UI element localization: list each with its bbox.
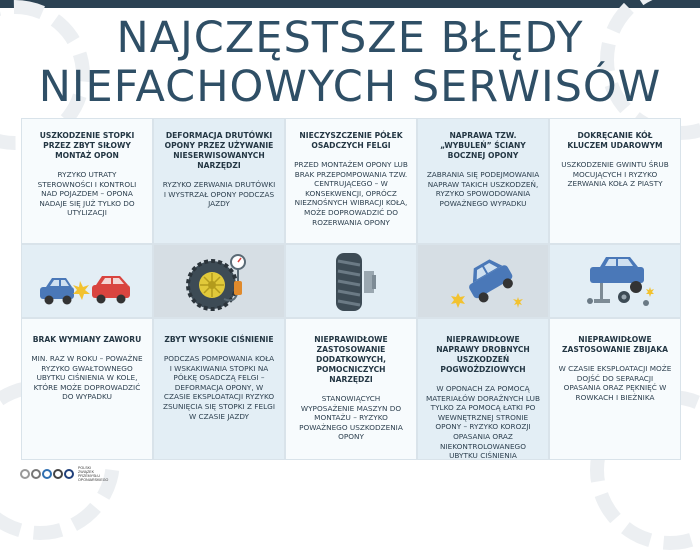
icon-cell	[285, 244, 417, 318]
card-top	[549, 118, 681, 244]
card-top	[21, 118, 153, 244]
card-bottom	[285, 318, 417, 460]
logo-ring-icon	[20, 469, 30, 479]
title-line-2: NIEFACHOWYCH SERWISÓW	[38, 62, 662, 112]
card-heading: USZKODZENIE STOPKI PRZEZ ZBYT SIŁOWY MONTAŻ OPON	[39, 131, 135, 160]
card-heading: NIECZYSZCZENIE PÓŁEK OSADCZYCH FELGI	[299, 131, 403, 150]
card-text: MIN. RAZ W ROKU – POWAŻNE RYZYKO GWAŁTOWNEGO UBYTKU CIŚNIENIA W KOLE, KTÓRE MOŻE DOPROWADZIĆ DO WYPADKU	[31, 354, 143, 402]
card-heading: NIEPRAWIDŁOWE NAPRAWY DROBNYCH USZKODZEŃ POGWOŹDZIOWYCH	[436, 335, 530, 374]
card-top	[417, 118, 549, 244]
logo-ring-icon	[42, 469, 52, 479]
top-bar	[0, 0, 700, 8]
car-crash-icon	[22, 245, 152, 317]
card-heading: ZBYT WYSOKIE CIŚNIENIE	[164, 335, 274, 344]
card-bottom	[21, 318, 153, 460]
column-3	[285, 118, 417, 460]
card-top	[153, 118, 285, 244]
logo-ring-icon	[53, 469, 63, 479]
logo-word: PRZEMYSŁU	[78, 474, 100, 478]
column-1	[21, 118, 153, 460]
card-text: STANOWIĄCYCH WYPOSAŻENIE MASZYN DO MONTAŻU – RYZYKO POWAŻNEGO USZKODZENIA OPONY	[299, 394, 403, 442]
logo-word: ZWIĄZEK	[78, 470, 94, 474]
card-text: PODCZAS POMPOWANIA KOŁA I WSKAKIWANIA STOPKI NA PÓŁKĘ OSADCZĄ FELGI – DEFORMACJA OPONY, W CZASIE EKSPLOATACJI RYZYKO ZSUNIĘCIA SIĘ STOPKI Z FELGI W CZASIE JAZDY	[163, 354, 275, 421]
lifted-car-icon	[550, 245, 680, 317]
logo-text	[78, 466, 108, 482]
card-text: PRZED MONTAŻEM OPONY LUB BRAK PRZEPOMPOWANIA TZW. CENTRUJĄCEGO – W KONSEKWENCJI, OPRÓCZ NIEZNOŚNYCH WIBRACJI KOŁA, MOŻE DOPROWADZIĆ DO ROZERWANIA OPONY	[294, 160, 408, 227]
card-heading: DEFORMACJA DRUTÓWKI OPONY PRZEZ UŻYWANIE NIESERWISOWANYCH NARZĘDZI	[164, 131, 274, 170]
icon-cell	[21, 244, 153, 318]
icon-cell	[153, 244, 285, 318]
card-bottom	[549, 318, 681, 460]
column-2	[153, 118, 285, 460]
overturned-car-icon	[418, 245, 548, 317]
tire-icon	[286, 245, 416, 317]
card-text: W CZASIE EKSPLOATACJI MOŻE DOJŚĆ DO SEPARACJI OPASANIA ORAZ PĘKNIĘĆ W ROWKACH I BIEŻNIKA	[558, 364, 672, 402]
icon-cell	[549, 244, 681, 318]
logo-word: OPONIARSKIEGO	[78, 478, 109, 482]
card-bottom	[417, 318, 549, 460]
title-line-1: NAJCZĘSTSZE BŁĘDY	[116, 13, 584, 63]
card-bottom	[153, 318, 285, 460]
card-heading: DOKRĘCANIE KÓŁ KLUCZEM UDAROWYM	[567, 131, 663, 150]
card-heading: NAPRAWA TZW. „WYBULEŃ” ŚCIANY BOCZNEJ OPONY	[440, 131, 526, 160]
pressure-gauge-icon	[154, 245, 284, 317]
card-text: RYZYKO UTRATY STEROWNOŚCI I KONTROLI NAD POJAZDEM – OPONA NADAJE SIĘ JUŻ TYLKO DO UTYLIZACJI	[37, 170, 137, 218]
logo-word: POLSKI	[78, 466, 91, 470]
icon-cell	[417, 244, 549, 318]
card-top	[285, 118, 417, 244]
column-5	[549, 118, 681, 460]
column-4	[417, 118, 549, 460]
organization-logo	[20, 464, 108, 484]
card-heading: NIEPRAWIDŁOWE ZASTOSOWANIE ZBIJAKA	[562, 335, 668, 354]
page-title	[0, 14, 700, 112]
errors-grid	[21, 118, 681, 460]
card-heading: BRAK WYMIANY ZAWORU	[32, 335, 142, 344]
logo-ring-icon	[64, 469, 74, 479]
card-text: ZABRANIA SIĘ PODEJMOWANIA NAPRAW TAKICH USZKODZEŃ, RYZYKO SPOWODOWANIA POWAŻNEGO WYPADKU	[426, 170, 540, 208]
card-text: W OPONACH ZA POMOCĄ MATERIAŁÓW DORAŹNYCH LUB TYLKO ZA POMOCĄ ŁATKI PO WEWNĘTRZNEJ STRONIE OPONY – RYZYKO KOROZJI OPASANIA ORAZ NIEKONTROLOWANEGO UBYTKU CIŚNIENIA	[426, 384, 540, 461]
card-text: RYZYKO ZERWANIA DRUTÓWKI I WYSTRZAŁ OPONY PODCZAS JAZDY	[162, 180, 276, 209]
card-text: USZKODZENIE GWINTU ŚRUB MOCUJĄCYCH I RYZYKO ZERWANIA KOŁA Z PIASTY	[561, 160, 669, 189]
logo-ring-icon	[31, 469, 41, 479]
card-heading: NIEPRAWIDŁOWE ZASTOSOWANIE DODATKOWYCH, POMOCNICZYCH NARZĘDZI	[314, 335, 388, 384]
